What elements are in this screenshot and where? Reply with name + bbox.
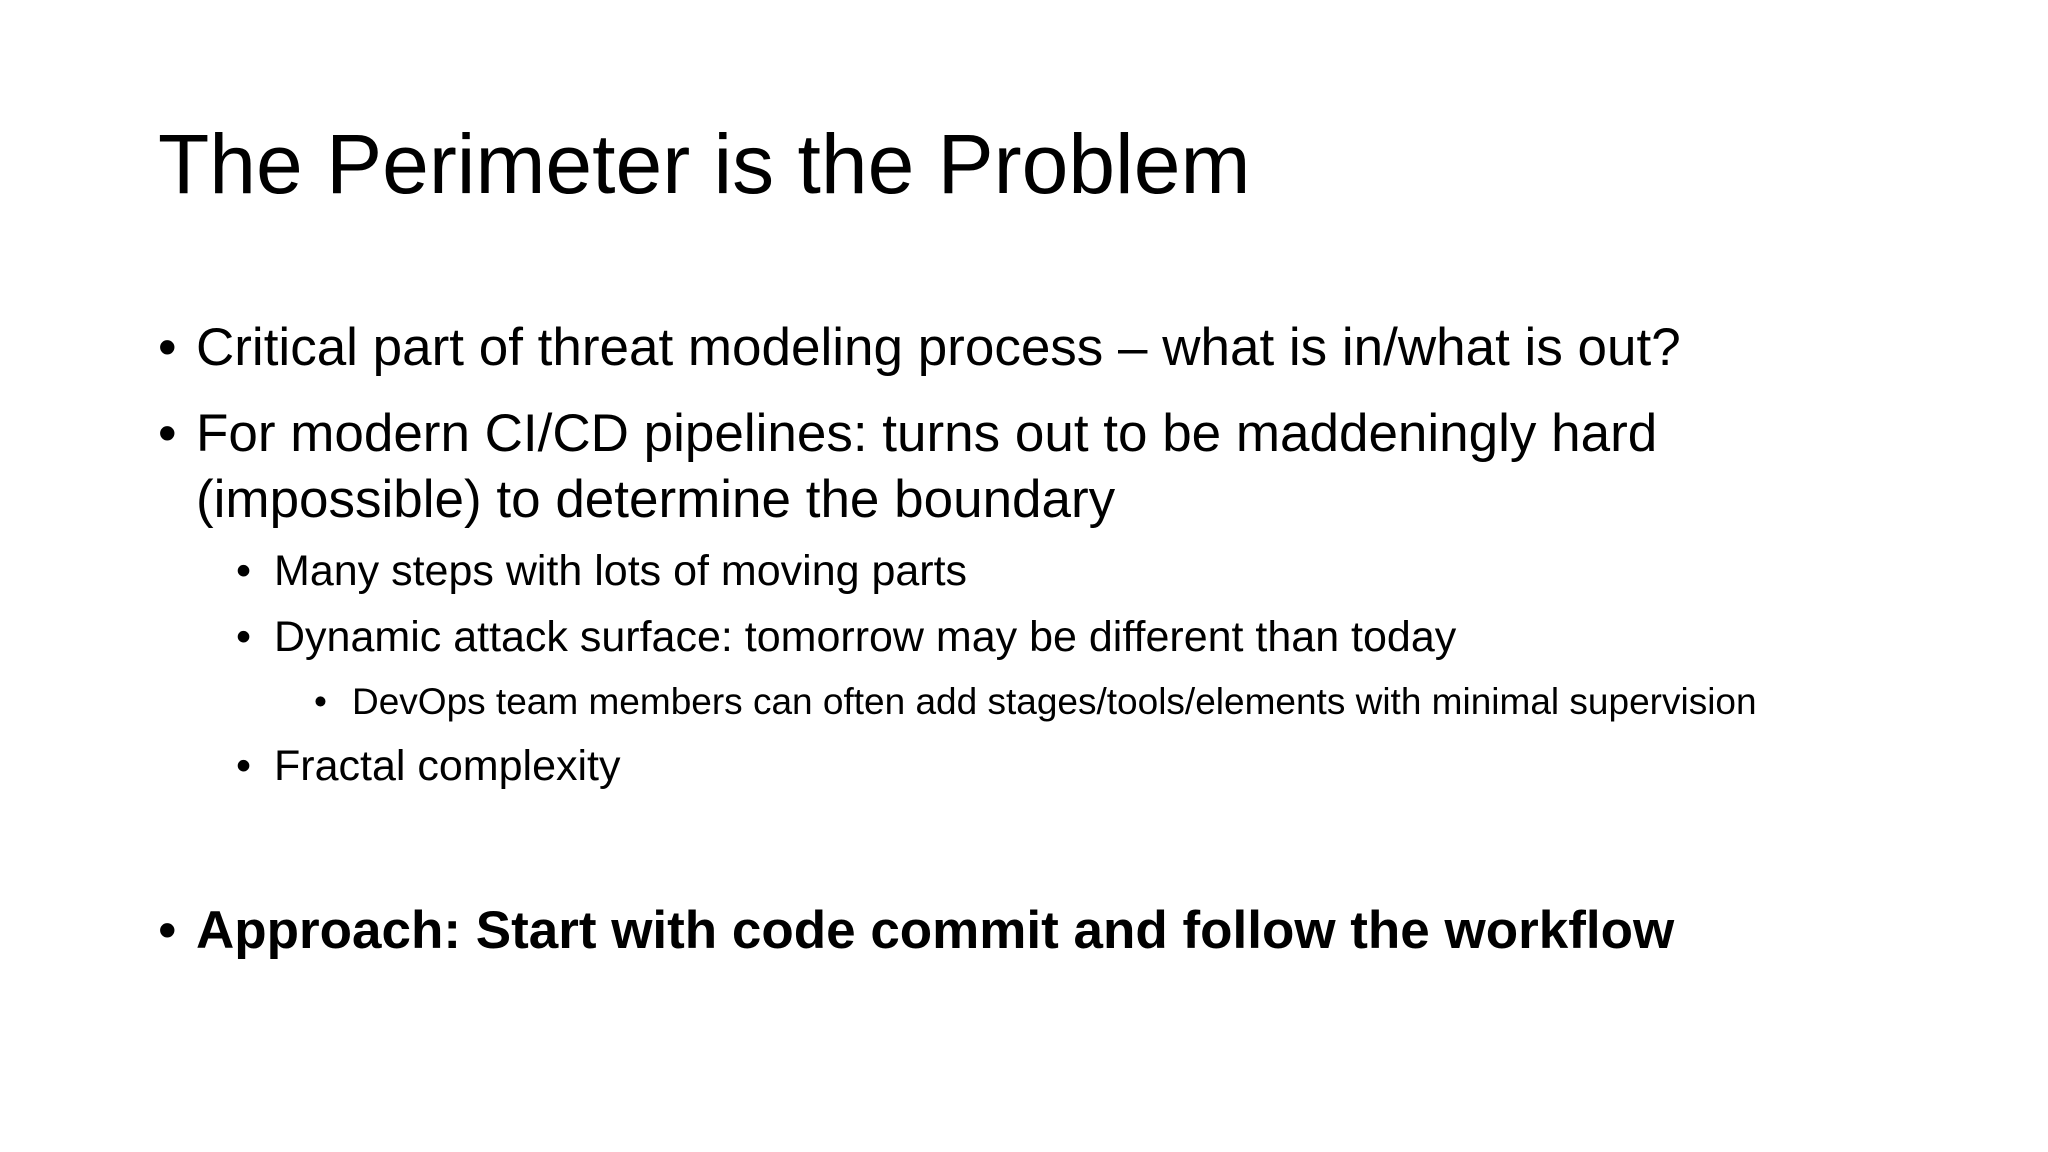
bullet-text: For modern CI/CD pipelines: turns out to be maddeningly hard xyxy=(196,404,1658,463)
bullet-marker: • xyxy=(236,547,252,595)
bullet-text: Critical part of threat modeling process – what is in/what is out? xyxy=(196,318,1681,377)
bullet-marker: • xyxy=(158,318,177,377)
slide-title: The Perimeter is the Problem xyxy=(158,117,1251,211)
bullet-text: DevOps team members can often add stages/tools/elements with minimal supervision xyxy=(352,681,1757,722)
bullet-text: Many steps with lots of moving parts xyxy=(274,547,968,595)
bullet-marker: • xyxy=(158,404,177,463)
bullet-marker: • xyxy=(158,901,177,960)
bullet-text: Dynamic attack surface: tomorrow may be different than today xyxy=(274,613,1457,661)
bullet-text: Approach: Start with code commit and follow the workflow xyxy=(196,901,1675,960)
bullet-marker: • xyxy=(236,613,252,661)
bullet-text: (impossible) to determine the boundary xyxy=(196,470,1116,529)
bullet-marker: • xyxy=(314,681,327,722)
bullet-marker: • xyxy=(236,742,252,790)
bullet-text: Fractal complexity xyxy=(274,742,621,790)
